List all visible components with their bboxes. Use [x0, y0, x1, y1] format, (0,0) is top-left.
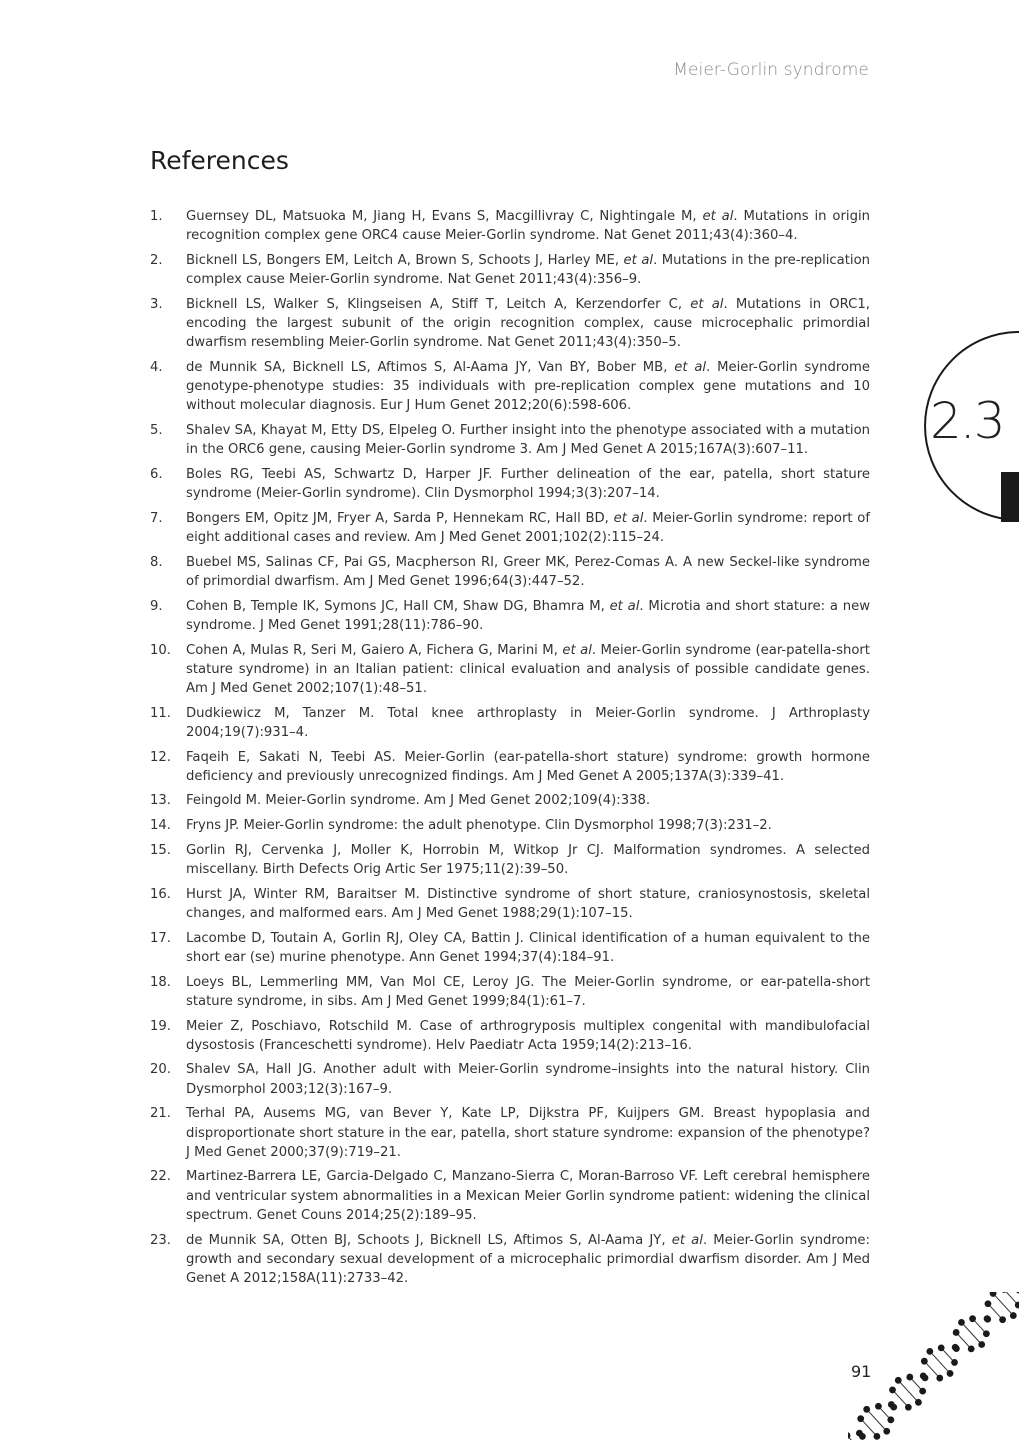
reference-citation-rest: . Meier-Gorlin syndrome: growth and secondary sexual development of a microcephalic primordial dwarfism disorder. Am J Med Genet A 2012;158A(11):2733–42.: [186, 1232, 870, 1286]
reference-text: [186, 509, 870, 547]
reference-item: [150, 973, 870, 1011]
dna-node: [926, 1348, 933, 1355]
reference-number: 14.: [150, 818, 171, 834]
dna-node: [922, 1374, 929, 1381]
reference-citation: Boles RG, Teebi AS, Schwartz D, Harper JF. Further delineation of the ear, patella, short stature syndrome (Meier-Gorlin syndrome). Clin Dysmorphol 1994;3(3):207–14.: [186, 466, 870, 502]
reference-list: [150, 207, 870, 1294]
reference-number: 21.: [150, 1106, 171, 1122]
dna-node: [958, 1319, 965, 1326]
dna-node: [875, 1403, 882, 1410]
reference-number: 4.: [150, 359, 163, 375]
reference-item: [150, 295, 870, 353]
dna-node: [889, 1387, 896, 1394]
reference-number: 19.: [150, 1018, 171, 1034]
reference-text: [186, 791, 870, 810]
reference-citation: Bicknell LS, Bongers EM, Leitch A, Brown S, Schoots J, Harley ME,: [186, 252, 624, 268]
dna-node: [1016, 1292, 1019, 1293]
reference-item: [150, 251, 870, 289]
dna-node: [888, 1401, 895, 1408]
reference-text: [186, 207, 870, 245]
section-title: References: [150, 146, 289, 175]
reference-text: [186, 421, 870, 459]
reference-item: [150, 421, 870, 459]
dna-node: [883, 1428, 890, 1435]
reference-text: [186, 841, 870, 879]
reference-citation: Lacombe D, Toutain A, Gorlin RJ, Oley CA, Battin J. Clinical identification of a human equivalent to the short ear (se) murine phenotype. Ann Genet 1994;37(4):184–91.: [186, 930, 870, 965]
reference-citation: Guernsey DL, Matsuoka M, Jiang H, Evans S, Macgillivray C, Nightingale M,: [186, 209, 703, 224]
reference-item: [150, 1017, 870, 1055]
reference-item: [150, 929, 870, 967]
dna-node: [915, 1399, 922, 1406]
reference-item: [150, 641, 870, 699]
reference-number: 6.: [150, 466, 163, 482]
reference-citation-rest: . Microtia and short stature: a new syndrome. J Med Genet 1991;28(11):786–90.: [186, 598, 870, 633]
et-al: et al: [671, 1232, 703, 1248]
dna-node: [978, 1341, 985, 1348]
reference-citation: de Munnik SA, Bicknell LS, Aftimos S, Al-Aama JY, Van BY, Bober MB,: [186, 359, 675, 375]
dna-node: [921, 1358, 928, 1365]
dna-node: [938, 1344, 945, 1351]
dna-node: [936, 1375, 943, 1382]
reference-number: 20.: [150, 1062, 171, 1078]
reference-item: [150, 597, 870, 635]
reference-number: 23.: [150, 1232, 171, 1248]
reference-text: [186, 1017, 870, 1055]
reference-text: [186, 1167, 870, 1225]
dna-node: [968, 1345, 975, 1352]
dna-node: [952, 1344, 959, 1351]
reference-item: [150, 791, 870, 810]
reference-number: 9.: [150, 598, 163, 614]
reference-text: [186, 251, 870, 289]
reference-citation-rest: . Mutations in origin recognition complex gene ORC4 cause Meier-Gorlin syndrome. Nat Genet 2011;43(4):360–4.: [186, 209, 870, 244]
dna-node: [985, 1300, 992, 1307]
reference-citation: Feingold M. Meier-Gorlin syndrome. Am J Med Genet 2002;109(4):338.: [186, 793, 651, 809]
reference-citation: Loeys BL, Lemmerling MM, Van Mol CE, Leroy JG. The Meier-Gorlin syndrome, or ear-patella-short stature syndrome, in sibs. Am J Med Genet 1999;84(1):61–7.: [186, 974, 870, 1009]
reference-number: 1.: [150, 209, 163, 224]
reference-text: [186, 641, 870, 699]
reference-item: [150, 704, 870, 742]
dna-node: [919, 1388, 926, 1395]
reference-citation: Martinez-Barrera LE, Garcia-Delgado C, Manzano-Sierra C, Moran-Barroso VF. Left cerebral hemisphere and ventricular system abnormalities in a Mexican Meier Gorlin syndrome patient: widening the clinical spectrum. Genet Couns 2014;25(2):189–95.: [186, 1169, 870, 1223]
dna-node: [983, 1330, 990, 1337]
reference-citation: Shalev SA, Hall JG. Another adult with Meier-Gorlin syndrome–insights into the natural history. Clin Dysmorphol 2003;12(3):167–9.: [186, 1062, 870, 1097]
reference-citation: Buebel MS, Salinas CF, Pai GS, Macpherson RI, Greer MK, Perez-Comas A. A new Seckel-like syndrome of primordial dwarfism. Am J Med Genet 1996;64(3):447–52.: [186, 554, 870, 589]
reference-item: [150, 885, 870, 923]
dna-node: [999, 1316, 1006, 1323]
reference-number: 16.: [150, 886, 171, 902]
dna-node: [895, 1377, 902, 1384]
reference-number: 17.: [150, 930, 171, 946]
dna-node: [951, 1359, 958, 1366]
et-al: et al: [674, 359, 707, 375]
dna-node: [947, 1370, 954, 1377]
et-al: et al: [702, 209, 734, 224]
dna-node: [984, 1316, 991, 1323]
reference-number: 22.: [150, 1169, 171, 1185]
reference-item: [150, 358, 870, 416]
reference-citation: Shalev SA, Khayat M, Etty DS, Elpeleg O. Further insight into the phenotype associated with a mutation in the ORC6 gene, causing Meier-Gorlin syndrome 3. Am J Med Genet A 2015;167A(3):607–11.: [186, 423, 870, 458]
dna-node: [887, 1416, 894, 1423]
reference-citation-rest: . Mutations in the pre-replication complex cause Meier-Gorlin syndrome. Nat Genet 2011;43(4):356–9.: [186, 252, 870, 288]
reference-number: 12.: [150, 749, 171, 765]
reference-citation-rest: . Mutations in ORC1, encoding the largest subunit of the origin recognition complex, cause microcephalic primordial dwarfism resembling Meier-Gorlin syndrome. Nat Genet 2011;43(4):350–5.: [186, 296, 870, 351]
reference-citation: Bicknell LS, Walker S, Klingseisen A, Stiff T, Leitch A, Kerzendorfer C,: [186, 296, 691, 312]
dna-node: [848, 1432, 850, 1439]
et-al: et al: [613, 510, 644, 526]
dna-node: [857, 1415, 864, 1422]
reference-item: [150, 1167, 870, 1225]
reference-text: [186, 929, 870, 967]
reference-citation: Cohen A, Mulas R, Seri M, Gaiero A, Fichera G, Marini M,: [186, 642, 563, 658]
et-al: et al: [562, 642, 592, 658]
reference-number: 7.: [150, 510, 163, 526]
dna-node: [874, 1433, 881, 1440]
reference-citation: de Munnik SA, Otten BJ, Schoots J, Bicknell LS, Aftimos S, Al-Aama JY,: [186, 1232, 672, 1248]
reference-number: 5.: [150, 423, 163, 439]
reference-number: 15.: [150, 842, 171, 858]
page-number: 91: [851, 1362, 872, 1381]
dna-node: [859, 1433, 866, 1440]
reference-citation: Terhal PA, Ausems MG, van Bever Y, Kate LP, Dijkstra PF, Kuijpers GM. Breast hypoplasia and disproportionate short stature in the ear, patella, short stature syndrome: expansion of the phenotype? J Med Genet 2000;37(9):719–21.: [186, 1106, 870, 1160]
et-al: et al: [690, 296, 724, 312]
reference-item: [150, 553, 870, 591]
reference-text: [186, 553, 870, 591]
reference-text: [186, 465, 870, 503]
dna-node: [969, 1315, 976, 1322]
reference-citation: Fryns JP. Meier-Gorlin syndrome: the adult phenotype. Clin Dysmorphol 1998;7(3):231–2.: [186, 818, 772, 834]
reference-citation: Cohen B, Temple IK, Symons JC, Hall CM, Shaw DG, Bhamra M,: [186, 598, 610, 614]
reference-citation: Faqeih E, Sakati N, Teebi AS. Meier-Gorlin (ear-patella-short stature) syndrome: growth hormone deficiency and previously unrecognized findings. Am J Med Genet A 2005;137A(3):339–41.: [186, 749, 870, 784]
et-al: et al: [609, 598, 640, 614]
reference-item: [150, 465, 870, 503]
reference-text: [186, 358, 870, 416]
reference-text: [186, 1060, 870, 1098]
reference-item: [150, 841, 870, 879]
reference-item: [150, 509, 870, 547]
dna-node: [863, 1406, 870, 1413]
reference-number: 3.: [150, 296, 163, 312]
reference-citation: Bongers EM, Opitz JM, Fryer A, Sarda P, Hennekam RC, Hall BD,: [186, 510, 614, 526]
reference-text: [186, 597, 870, 635]
reference-text: [186, 295, 870, 353]
reference-number: 8.: [150, 554, 163, 570]
chapter-number: 2.3: [930, 392, 1004, 450]
dna-node: [905, 1404, 912, 1411]
reference-number: 2.: [150, 252, 163, 268]
reference-number: 13.: [150, 793, 171, 809]
reference-item: [150, 1104, 870, 1162]
dna-node: [906, 1374, 913, 1381]
reference-item: [150, 1060, 870, 1098]
reference-text: [186, 973, 870, 1011]
reference-item: [150, 816, 870, 835]
reference-citation-rest: . Meier-Gorlin syndrome genotype-phenotype studies: 35 individuals with pre-replication complex gene mutations and 10 without molecular diagnosis. Eur J Hum Genet 2012;20(6):598-606.: [186, 359, 870, 414]
reference-text: [186, 1231, 870, 1289]
reference-text: [186, 885, 870, 923]
reference-citation: Gorlin RJ, Cervenka J, Moller K, Horrobin M, Witkop Jr CJ. Malformation syndromes. A selected miscellany. Birth Defects Orig Artic Ser 1975;11(2):39–50.: [186, 842, 870, 878]
dna-node: [953, 1329, 960, 1336]
reference-number: 10.: [150, 642, 171, 658]
reference-item: [150, 207, 870, 245]
et-al: et al: [623, 252, 654, 268]
reference-text: [186, 816, 870, 835]
reference-number: 18.: [150, 974, 171, 990]
running-head: Meier-Gorlin syndrome: [673, 60, 869, 80]
reference-text: [186, 704, 870, 742]
reference-citation: Meier Z, Poschiavo, Rotschild M. Case of arthrogryposis multiplex congenital with mandibulofacial dysostosis (Franceschetti syndrome). Helv Paediatr Acta 1959;14(2):213–16.: [186, 1018, 870, 1053]
reference-citation: Hurst JA, Winter RM, Baraitser M. Distinctive syndrome of short stature, craniosynostosis, skeletal changes, and malformed ears. Am J Med Genet 1988;29(1):107–15.: [186, 886, 870, 921]
reference-text: [186, 1104, 870, 1162]
reference-citation-rest: . Meier-Gorlin syndrome (ear-patella-short stature syndrome) in an Italian patient: clinical evaluation and analysis of possible candidate genes. Am J Med Genet 2002;107(1):48–51.: [186, 642, 870, 696]
reference-citation: Dudkiewicz M, Tanzer M. Total knee arthroplasty in Meier-Gorlin syndrome. J Arthroplasty 2004;19(7):931–4.: [186, 705, 870, 740]
dna-node: [1010, 1312, 1017, 1319]
reference-citation-rest: . Meier-Gorlin syndrome: report of eight additional cases and review. Am J Med Genet 2001;102(2):115–24.: [186, 510, 870, 546]
dna-helix-icon: [848, 1292, 1019, 1440]
reference-text: [186, 748, 870, 786]
reference-number: 11.: [150, 705, 171, 721]
reference-item: [150, 1231, 870, 1289]
reference-item: [150, 748, 870, 786]
